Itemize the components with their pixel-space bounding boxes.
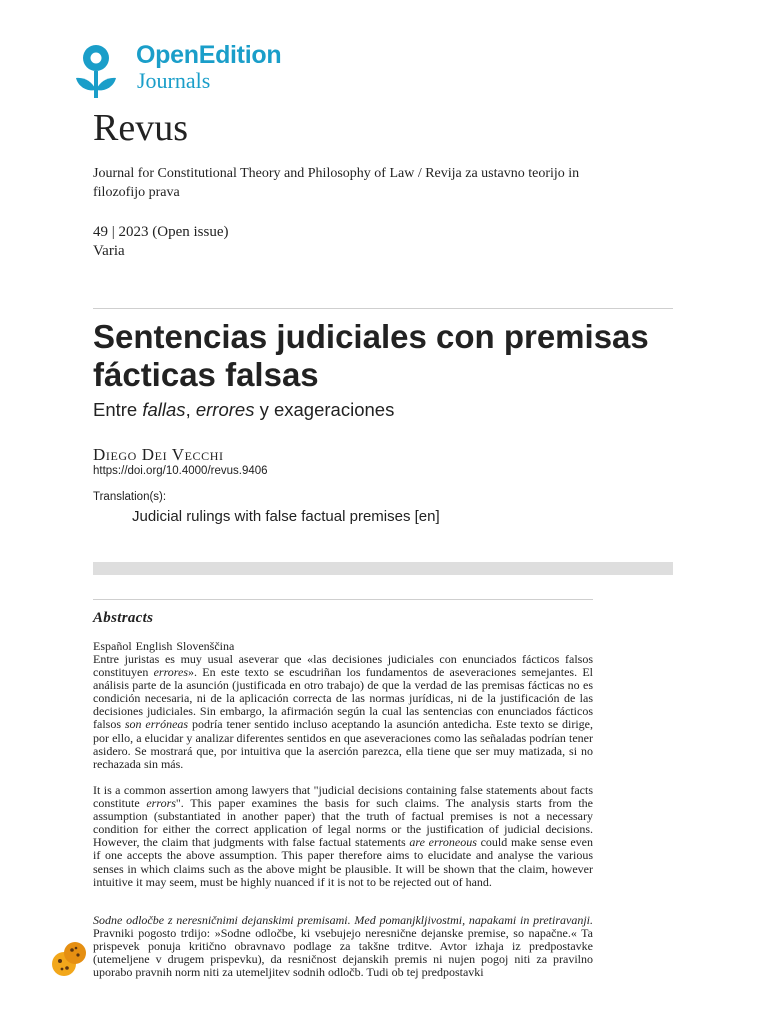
issue-link[interactable]: 49 | 2023 (Open issue) (93, 224, 229, 240)
abstract-es: Entre juristas es muy usual aseverar que «las decisiones judiciales con enunciados fácticos falsos constituyen errores». En este texto se escudriñan los fundamentos de aseveraciones semejantes. El análisis parte de la asunción (justificada en otro trabajo) de que la verdad de las premisas fácticas no es condición necesaria, ni de la aplicación correcta de las normas jurídicas, ni de la justificación de las decisiones judiciales. Sin embargo, la afirmación según la cual las sentencias con enunciados fácticos falsos son erróneas podría tener sentido incluso aceptando la asunción antedicha. Este texto se dirige, por ello, a elucidar y analizar diferentes sentidos en que aseveraciones como las señaladas podrían tener asidero. Se mostrará que, por intuitiva que la aserción parezca, ella tiene que ser muy matizada, si no rechazada sin más. (93, 652, 593, 771)
openedition-flower-icon (74, 40, 128, 100)
toolbar-placeholder (93, 562, 673, 575)
abstract-sl: Sodne odločbe z neresničnimi dejanskimi premisami. Med pomanjkljivostmi, napakami in pretiravanji. Pravniki pogosto trdijo: »Sodne odločbe, ki vsebujejo neresnične dejanske premise, so napačne.« Ta prispevek ponuja kritično obravnavo podlage za takšne trditve. Avtor izhaja iz predpostavke (utemeljene v drugem prispevku), da resničnost dejanskih premis ni nujen pogoj niti za pravilno uporabo pravnih norm niti za utemeljitev sodnih odločb. Tudi ob tej predpostavki (93, 914, 593, 980)
abstracts-heading: Abstracts (93, 610, 154, 626)
cookie-settings-button[interactable] (50, 938, 90, 978)
divider (93, 599, 593, 600)
openedition-logo[interactable] (74, 40, 314, 102)
translation-link[interactable]: Judicial rulings with false factual premises [en] (132, 508, 440, 525)
journal-title[interactable]: Revus (93, 107, 188, 149)
divider (93, 308, 673, 309)
lang-link-es[interactable]: Español (93, 639, 132, 653)
cookie-icon (50, 938, 90, 978)
article-title: Sentencias judiciales con premisas fácticas falsas (93, 318, 649, 393)
brand-subname: Journals (137, 68, 211, 93)
author-link[interactable]: Diego Dei Vecchi (93, 445, 224, 464)
journal-subtitle: Journal for Constitutional Theory and Philosophy of Law / Revija za ustavno teorijo in filozofijo prava (93, 166, 580, 200)
doi-link[interactable]: https://doi.org/10.4000/revus.9406 (93, 465, 268, 477)
brand-name: OpenEdition (136, 41, 282, 69)
section-label: Varia (93, 243, 125, 259)
lang-link-sl[interactable]: Slovenščina (176, 639, 235, 653)
lang-link-en[interactable]: English (135, 639, 173, 653)
abstract-en: It is a common assertion among lawyers that "judicial decisions containing false statements about facts constitute errors". This paper examines the basis for such claims. The analysis starts from the assumption (substantiated in another paper) that the truth of factual premises is not a necessary condition for either the correct application of legal norms or the justification of judicial decisions. However, the claim that judgments with false factual statements are erroneous could make sense even if one accepts the above assumption. This paper therefore aims to elucidate and analyse the various senses in which claims such as the above might be plausible. It will be shown that the claim, however intuitive it may seem, must be highly nuanced if it is not to be rejected out of hand. (93, 783, 594, 889)
translations-label: Translation(s): (93, 491, 167, 503)
article-subtitle: Entre fallas, errores y exageraciones (93, 399, 395, 420)
